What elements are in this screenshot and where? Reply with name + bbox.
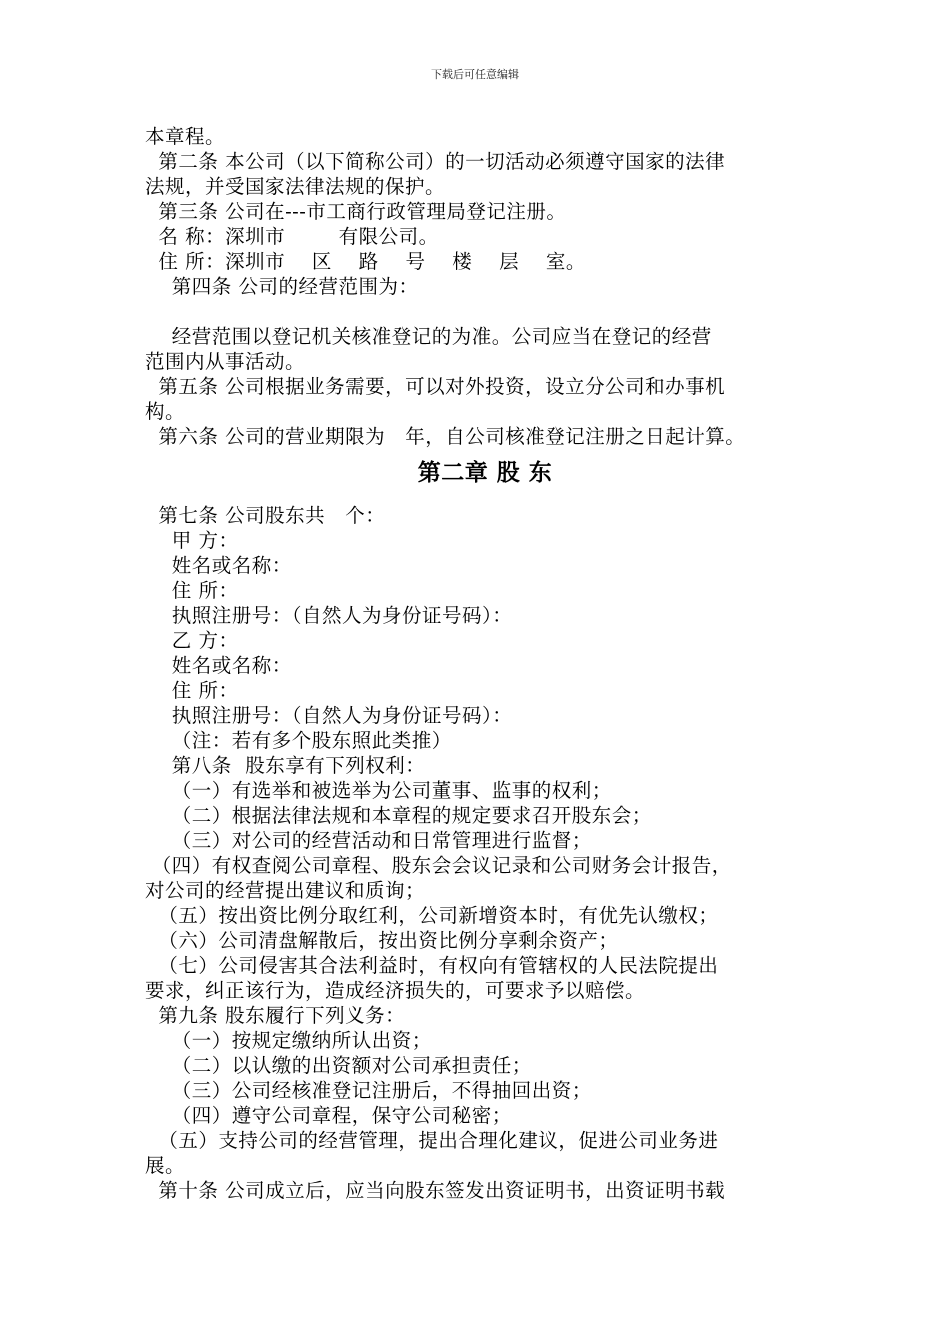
text-line: （三）公司经核准登记注册后，不得抽回出资； [145, 1079, 592, 1102]
text-line: 执照注册号：（自然人为身份证号码）： [145, 704, 513, 727]
text-line: （五）按出资比例分取红利，公司新增资本时，有优先认缴权； [145, 904, 719, 927]
text-line: 第二条 本公司（以下简称公司）的一切活动必须遵守国家的法律 [145, 150, 726, 173]
text-line: 名 称：深圳市 有限公司。 [145, 225, 439, 248]
text-line: 姓名或名称： [145, 654, 292, 677]
text-line: 第九条 股东履行下列义务： [145, 1004, 406, 1027]
text-line: （五）支持公司的经营管理，提出合理化建议，促进公司业务进 [145, 1129, 719, 1152]
text-line: 第五条 公司根据业务需要，可以对外投资，设立分公司和办事机 [145, 375, 726, 398]
text-line: 甲 方： [145, 529, 239, 552]
text-line: 第七条 公司股东共 个： [145, 504, 386, 527]
text-line: （七）公司侵害其合法利益时，有权向有管辖权的人民法院提出 [145, 954, 719, 977]
chapter-title: 第二章 股 东 [417, 460, 553, 486]
text-line: 第四条 公司的经营范围为： [145, 275, 419, 298]
blank-line [145, 299, 825, 324]
text-line: 住 所： [145, 579, 239, 602]
articles-section-1 [145, 124, 825, 299]
text-line: 要求，纠正该行为，造成经济损失的，可要求予以赔偿。 [145, 979, 646, 1002]
text-line: 第六条 公司的营业期限为 年，自公司核准登记注册之日起计算。 [145, 425, 746, 448]
text-line: 执照注册号：（自然人为身份证号码）： [145, 604, 513, 627]
text-line: （四）遵守公司章程，保守公司秘密； [145, 1104, 512, 1127]
text-line: 第三条 公司在---市工商行政管理局登记注册。 [145, 200, 567, 223]
text-line: （四）有权查阅公司章程、股东会会议记录和公司财务会计报告， [145, 854, 732, 877]
text-line: （一）按规定缴纳所认出资； [145, 1029, 432, 1052]
text-line: 法规，并受国家法律法规的保护。 [145, 175, 446, 198]
text-line: 住 所： [145, 679, 239, 702]
page-header-note: 下载后可任意编辑 [431, 68, 519, 81]
text-line: 第十条 公司成立后，应当向股东签发出资证明书，出资证明书载 [145, 1179, 726, 1202]
text-line: （六）公司清盘解散后，按出资比例分享剩余资产； [145, 929, 619, 952]
text-line: 乙 方： [145, 629, 239, 652]
text-line: 本章程。 [145, 125, 226, 148]
articles-section-3 [145, 503, 825, 1203]
text-line: （一）有选举和被选举为公司董事、监事的权利； [145, 779, 612, 802]
text-line: （二）根据法律法规和本章程的规定要求召开股东会； [145, 804, 652, 827]
document-body [145, 124, 825, 1203]
articles-section-2 [145, 324, 825, 449]
text-line: 范围内从事活动。 [145, 350, 306, 373]
text-line: 展。 [145, 1154, 186, 1177]
text-line: （三）对公司的经营活动和日常管理进行监督； [145, 829, 592, 852]
text-line: 构。 [145, 400, 186, 423]
text-line: 住 所：深圳市 区 路 号 楼 层 室。 [145, 250, 586, 273]
text-line: （二）以认缴的出资额对公司承担责任； [145, 1054, 532, 1077]
text-line: 对公司的经营提出建议和质询； [145, 879, 426, 902]
text-line: （注：若有多个股东照此类推） [145, 729, 452, 752]
text-line: 经营范围以登记机关核准登记的为准。公司应当在登记的经营 [145, 325, 712, 348]
text-line: 姓名或名称： [145, 554, 292, 577]
text-line: 第八条 股东享有下列权利： [145, 754, 426, 777]
